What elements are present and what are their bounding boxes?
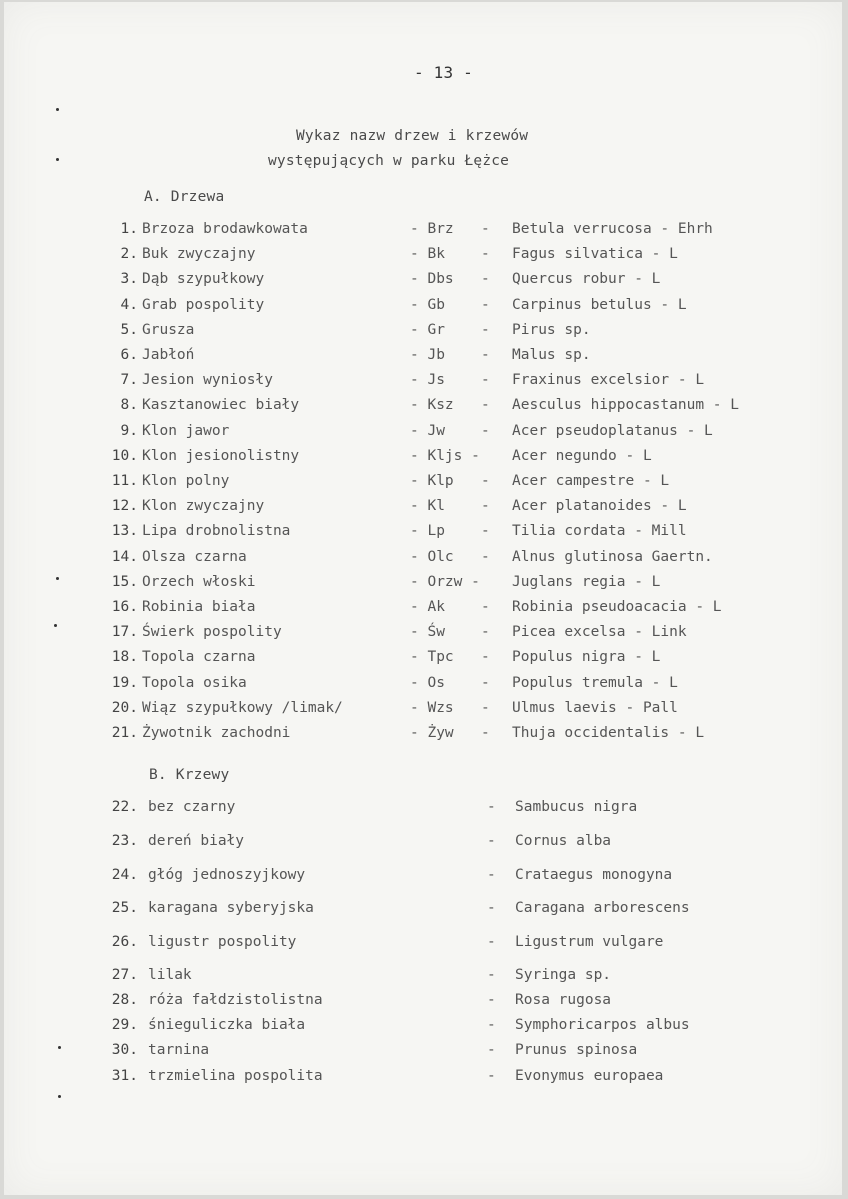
table-row <box>4 833 842 853</box>
row-number: 4. <box>120 296 138 313</box>
polish-name: Orzech włoski <box>142 573 256 590</box>
row-number: 17. <box>111 624 138 641</box>
latin-name: Juglans regia - L <box>512 573 661 590</box>
separator-dash: - <box>481 296 490 313</box>
table-row <box>4 246 842 266</box>
document-page <box>4 2 842 1195</box>
polish-name: Klon jawor <box>142 422 230 439</box>
latin-name: Aesculus hippocastanum - L <box>512 397 739 414</box>
polish-name: Klon jesionolistny <box>142 447 300 464</box>
latin-name: Symphoricarpos albus <box>515 1017 690 1033</box>
separator-dash: - <box>487 799 496 815</box>
latin-name: Tilia cordata - Mill <box>512 523 687 540</box>
row-number: 12. <box>111 498 138 515</box>
separator-dash: - <box>487 1042 496 1058</box>
table-row <box>4 397 842 417</box>
table-row <box>4 347 842 367</box>
table-row <box>4 624 842 644</box>
polish-name: Dąb szypułkowy <box>142 271 265 288</box>
table-row <box>4 498 842 518</box>
polish-name: śnieguliczka biała <box>148 1017 306 1033</box>
separator-dash: - <box>481 649 490 666</box>
row-number: 7. <box>120 372 138 389</box>
abbreviation: - Dbs <box>410 271 454 288</box>
row-number: 11. <box>111 473 138 489</box>
latin-name: Rosa rugosa <box>515 992 612 1008</box>
row-number: 19. <box>111 674 138 691</box>
page-number: - 13 - <box>414 63 473 82</box>
latin-name: Betula verrucosa - Ehrh <box>512 221 713 237</box>
table-row <box>4 1068 842 1088</box>
latin-name: Acer platanoides - L <box>512 498 687 515</box>
latin-name: Pirus sp. <box>512 321 591 338</box>
polish-name: trzmielina pospolita <box>148 1068 323 1084</box>
row-number: 2. <box>120 246 138 263</box>
separator-dash: - <box>481 523 490 540</box>
latin-name: Acer campestre - L <box>512 473 670 489</box>
row-number: 22. <box>111 799 138 815</box>
table-row <box>4 799 842 819</box>
polish-name: Wiąz szypułkowy /limak/ <box>142 699 343 716</box>
separator-dash: - <box>481 397 490 414</box>
polish-name: Brzoza brodawkowata <box>142 221 308 237</box>
separator-dash: - <box>487 900 496 916</box>
latin-name: Syringa sp. <box>515 967 612 983</box>
latin-name: Malus sp. <box>512 347 591 363</box>
latin-name: Quercus robur - L <box>512 271 661 288</box>
table-row <box>4 448 842 468</box>
polish-name: tarnina <box>148 1042 210 1058</box>
separator-dash: - <box>481 473 490 489</box>
separator-dash: - <box>481 674 490 691</box>
latin-name: Crataegus monogyna <box>515 867 673 883</box>
latin-name: Caragana arborescens <box>515 900 690 916</box>
separator-dash: - <box>481 271 490 288</box>
polish-name: Jabłoń <box>142 347 195 363</box>
table-row <box>4 473 842 493</box>
latin-name: Acer negundo - L <box>512 447 652 464</box>
title-line-2: występujących w parku Łężce <box>268 153 510 169</box>
polish-name: Kasztanowiec biały <box>142 397 300 414</box>
separator-dash: - <box>481 498 490 515</box>
abbreviation: - Brz <box>410 221 454 237</box>
abbreviation: - Orzw - <box>410 573 480 590</box>
polish-name: Świerk pospolity <box>142 624 282 641</box>
polish-name: lilak <box>148 967 192 983</box>
abbreviation: - Gr <box>410 321 445 338</box>
latin-name: Fagus silvatica - L <box>512 246 678 263</box>
row-number: 30. <box>111 1042 138 1058</box>
row-number: 15. <box>111 573 138 590</box>
separator-dash: - <box>481 599 490 615</box>
table-row <box>4 221 842 241</box>
row-number: 10. <box>111 447 138 464</box>
margin-mark <box>58 1095 61 1098</box>
latin-name: Populus tremula - L <box>512 674 678 691</box>
polish-name: głóg jednoszyjkowy <box>148 867 306 883</box>
table-row <box>4 700 842 720</box>
polish-name: Buk zwyczajny <box>142 246 256 263</box>
polish-name: Klon polny <box>142 473 230 489</box>
table-row <box>4 599 842 619</box>
separator-dash: - <box>487 867 496 883</box>
row-number: 28. <box>111 992 138 1008</box>
margin-mark <box>54 624 57 627</box>
polish-name: Klon zwyczajny <box>142 498 265 515</box>
abbreviation: - Lp <box>410 523 445 540</box>
abbreviation: - Js <box>410 372 445 389</box>
table-row <box>4 523 842 543</box>
abbreviation: - Olc <box>410 548 454 565</box>
row-number: 1. <box>120 221 138 237</box>
separator-dash: - <box>481 221 490 237</box>
row-number: 9. <box>120 422 138 439</box>
row-number: 5. <box>120 321 138 338</box>
title-line-1: Wykaz nazw drzew i krzewów <box>296 128 529 144</box>
latin-name: Sambucus nigra <box>515 799 638 815</box>
row-number: 6. <box>120 347 138 363</box>
latin-name: Ulmus laevis - Pall <box>512 699 678 716</box>
table-row <box>4 675 842 695</box>
table-row <box>4 1042 842 1062</box>
polish-name: karagana syberyjska <box>148 900 314 916</box>
table-row <box>4 297 842 317</box>
polish-name: róża fałdzistolistna <box>148 992 323 1008</box>
separator-dash: - <box>487 992 496 1008</box>
abbreviation: - Ak <box>410 599 445 615</box>
row-number: 23. <box>111 833 138 849</box>
abbreviation: - Os <box>410 674 445 691</box>
separator-dash: - <box>481 347 490 363</box>
row-number: 27. <box>111 967 138 983</box>
row-number: 14. <box>111 548 138 565</box>
margin-mark <box>58 1046 61 1049</box>
separator-dash: - <box>481 548 490 565</box>
table-row <box>4 934 842 954</box>
separator-dash: - <box>487 1017 496 1033</box>
separator-dash: - <box>481 372 490 389</box>
polish-name: dereń biały <box>148 833 245 849</box>
abbreviation: - Wzs <box>410 699 454 716</box>
row-number: 8. <box>120 397 138 414</box>
abbreviation: - Ksz <box>410 397 454 414</box>
separator-dash: - <box>481 246 490 263</box>
latin-name: Cornus alba <box>515 833 612 849</box>
margin-mark <box>56 577 59 580</box>
separator-dash: - <box>481 699 490 716</box>
table-row <box>4 649 842 669</box>
row-number: 20. <box>111 699 138 716</box>
table-row <box>4 725 842 745</box>
latin-name: Thuja occidentalis - L <box>512 725 705 741</box>
row-number: 25. <box>111 900 138 916</box>
margin-mark <box>56 108 59 111</box>
polish-name: Topola osika <box>142 674 247 691</box>
table-row <box>4 574 842 594</box>
polish-name: Grusza <box>142 321 195 338</box>
latin-name: Robinia pseudoacacia - L <box>512 599 722 615</box>
latin-name: Alnus glutinosa Gaertn. <box>512 548 713 565</box>
latin-name: Acer pseudoplatanus - L <box>512 422 713 439</box>
latin-name: Prunus spinosa <box>515 1042 638 1058</box>
abbreviation: - Kljs - <box>410 447 480 464</box>
row-number: 31. <box>111 1068 138 1084</box>
table-row <box>4 867 842 887</box>
separator-dash: - <box>487 1068 496 1084</box>
abbreviation: - Św <box>410 624 445 641</box>
row-number: 26. <box>111 934 138 950</box>
abbreviation: - Klp <box>410 473 454 489</box>
table-row <box>4 322 842 342</box>
abbreviation: - Gb <box>410 296 445 313</box>
section-heading-shrubs: B. Krzewy <box>149 767 230 783</box>
polish-name: Jesion wyniosły <box>142 372 273 389</box>
row-number: 3. <box>120 271 138 288</box>
separator-dash: - <box>481 321 490 338</box>
polish-name: bez czarny <box>148 799 236 815</box>
table-row <box>4 900 842 920</box>
table-row <box>4 271 842 291</box>
abbreviation: - Jw <box>410 422 445 439</box>
separator-dash: - <box>487 967 496 983</box>
table-row <box>4 423 842 443</box>
table-row <box>4 1017 842 1037</box>
polish-name: Żywotnik zachodni <box>142 725 291 741</box>
abbreviation: - Tpc <box>410 649 454 666</box>
table-row <box>4 967 842 987</box>
abbreviation: - Bk <box>410 246 445 263</box>
table-row <box>4 992 842 1012</box>
separator-dash: - <box>481 624 490 641</box>
polish-name: ligustr pospolity <box>148 934 297 950</box>
polish-name: Robinia biała <box>142 599 256 615</box>
row-number: 18. <box>111 649 138 666</box>
separator-dash: - <box>481 725 490 741</box>
abbreviation: - Żyw <box>410 725 454 741</box>
table-row <box>4 549 842 569</box>
margin-mark <box>56 158 59 161</box>
row-number: 29. <box>111 1017 138 1033</box>
latin-name: Ligustrum vulgare <box>515 934 664 950</box>
row-number: 16. <box>111 599 138 615</box>
row-number: 13. <box>111 523 138 540</box>
separator-dash: - <box>487 833 496 849</box>
abbreviation: - Kl <box>410 498 445 515</box>
row-number: 21. <box>111 725 138 741</box>
latin-name: Fraxinus excelsior - L <box>512 372 705 389</box>
polish-name: Grab pospolity <box>142 296 265 313</box>
separator-dash: - <box>481 422 490 439</box>
row-number: 24. <box>111 867 138 883</box>
polish-name: Topola czarna <box>142 649 256 666</box>
separator-dash: - <box>487 934 496 950</box>
latin-name: Populus nigra - L <box>512 649 661 666</box>
latin-name: Evonymus europaea <box>515 1068 664 1084</box>
section-heading-trees: A. Drzewa <box>144 189 225 205</box>
polish-name: Olsza czarna <box>142 548 247 565</box>
latin-name: Picea excelsa - Link <box>512 624 687 641</box>
polish-name: Lipa drobnolistna <box>142 523 291 540</box>
abbreviation: - Jb <box>410 347 445 363</box>
latin-name: Carpinus betulus - L <box>512 296 687 313</box>
table-row <box>4 372 842 392</box>
